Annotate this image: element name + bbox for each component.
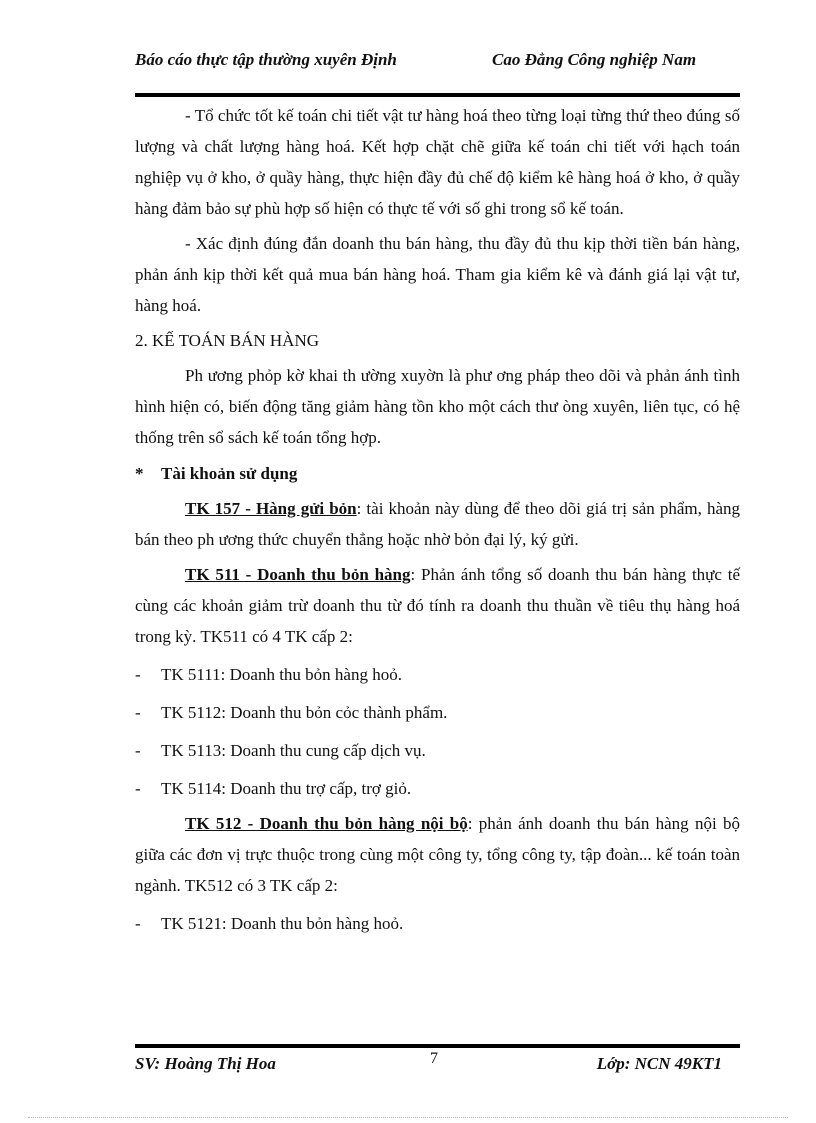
list-item — [135, 697, 740, 728]
document-body — [135, 100, 740, 939]
paragraph-tk157 — [135, 493, 740, 555]
list-dash: - — [135, 914, 141, 933]
account-title: TK 512 - Doanh thu bỏn hàng nội bộ — [185, 814, 468, 833]
subheading — [135, 458, 740, 489]
paragraph-tk511 — [135, 559, 740, 652]
list-item — [135, 659, 740, 690]
section-heading: 2. KẾ TOÁN BÁN HÀNG — [135, 331, 320, 350]
page-footer — [135, 1048, 740, 1078]
list-dash: - — [135, 741, 141, 760]
account-description: : Phản ánh tổng số doanh thu bán hàng thực tế cùng các khoản giảm trừ doanh thu từ đó tính ra doanh thu thuần về tiêu thụ hàng hoá trong kỳ. TK511 có 4 TK cấp 2: — [135, 565, 740, 646]
header-rule — [135, 93, 740, 97]
list-dash: - — [135, 703, 141, 722]
list-dash: - — [135, 779, 141, 798]
page-header — [135, 48, 740, 92]
subheading-text: Tài khoản sử dụng — [161, 464, 298, 483]
bullet-star: * — [135, 464, 144, 483]
list-item — [135, 908, 740, 939]
list-dash: - — [135, 665, 141, 684]
report-title: Báo cáo thực tập thường xuyên Định — [135, 50, 397, 69]
list-item-text: TK 5114: Doanh thu trợ cấp, trợ giỏ. — [161, 779, 412, 798]
account-title: TK 157 - Hàng gửi bỏn — [185, 499, 357, 518]
paragraph: - Tổ chức tốt kế toán chi tiết vật tư hàng hoá theo từng loại từng thứ theo đúng số lượng và chất lượng hàng hoá. Kết hợp chặt chẽ giữa kế toán chi tiết với hạch toán nghiệp vụ ở kho, ở quầy hàng, thực hiện đầy đủ chế độ kiểm kê hàng hoá ở kho, ở quầy hàng đảm bảo sự phù hợp số hiện có thực tế với số ghi trong sổ kế toán. — [135, 106, 740, 218]
class-code: Lớp: NCN 49KT1 — [596, 1054, 722, 1073]
list-item — [135, 735, 740, 766]
school-name: Cao Đẳng Công nghiệp Nam — [492, 50, 697, 69]
list-item-text: TK 5112: Doanh thu bỏn cỏc thành phẩm. — [161, 703, 448, 722]
paragraph: Ph ương phỏp kờ khai th ường xuyờn là phư ơng pháp theo dõi và phản ánh tình hình hiện có, biến động tăng giảm hàng tồn kho một cách thư òng xuyên, liên tục, có hệ thống trên sổ sách kế toán tổng hợp. — [135, 366, 740, 447]
list-item — [135, 773, 740, 804]
page-edge-dots — [28, 1117, 788, 1118]
account-title: TK 511 - Doanh thu bỏn hàng — [185, 565, 411, 584]
list-item-text: TK 5121: Doanh thu bỏn hàng hoỏ. — [161, 914, 404, 933]
list-item-text: TK 5113: Doanh thu cung cấp dịch vụ. — [161, 741, 426, 760]
student-name: SV: Hoàng Thị Hoa — [135, 1054, 276, 1073]
account-description: : phản ánh doanh thu bán hàng nội bộ giữa các đơn vị trực thuộc trong cùng một công ty, tổng công ty, tập đoàn... kế toán toàn ngành. TK512 có 3 TK cấp 2: — [135, 814, 740, 895]
page-number: 7 — [430, 1050, 438, 1067]
paragraph-tk512 — [135, 808, 740, 901]
paragraph: - Xác định đúng đắn doanh thu bán hàng, thu đầy đủ thu kịp thời tiền bán hàng, phản ánh kịp thời kết quả mua bán hàng hoá. Tham gia kiểm kê và đánh giá lại vật tư, hàng hoá. — [135, 234, 740, 315]
list-item-text: TK 5111: Doanh thu bỏn hàng hoỏ. — [161, 665, 402, 684]
account-description: : tài khoản này dùng để theo dõi giá trị sản phẩm, hàng bán theo ph ương thức chuyển thẳng hoặc nhờ bỏn đại lý, ký gửi. — [135, 499, 740, 549]
